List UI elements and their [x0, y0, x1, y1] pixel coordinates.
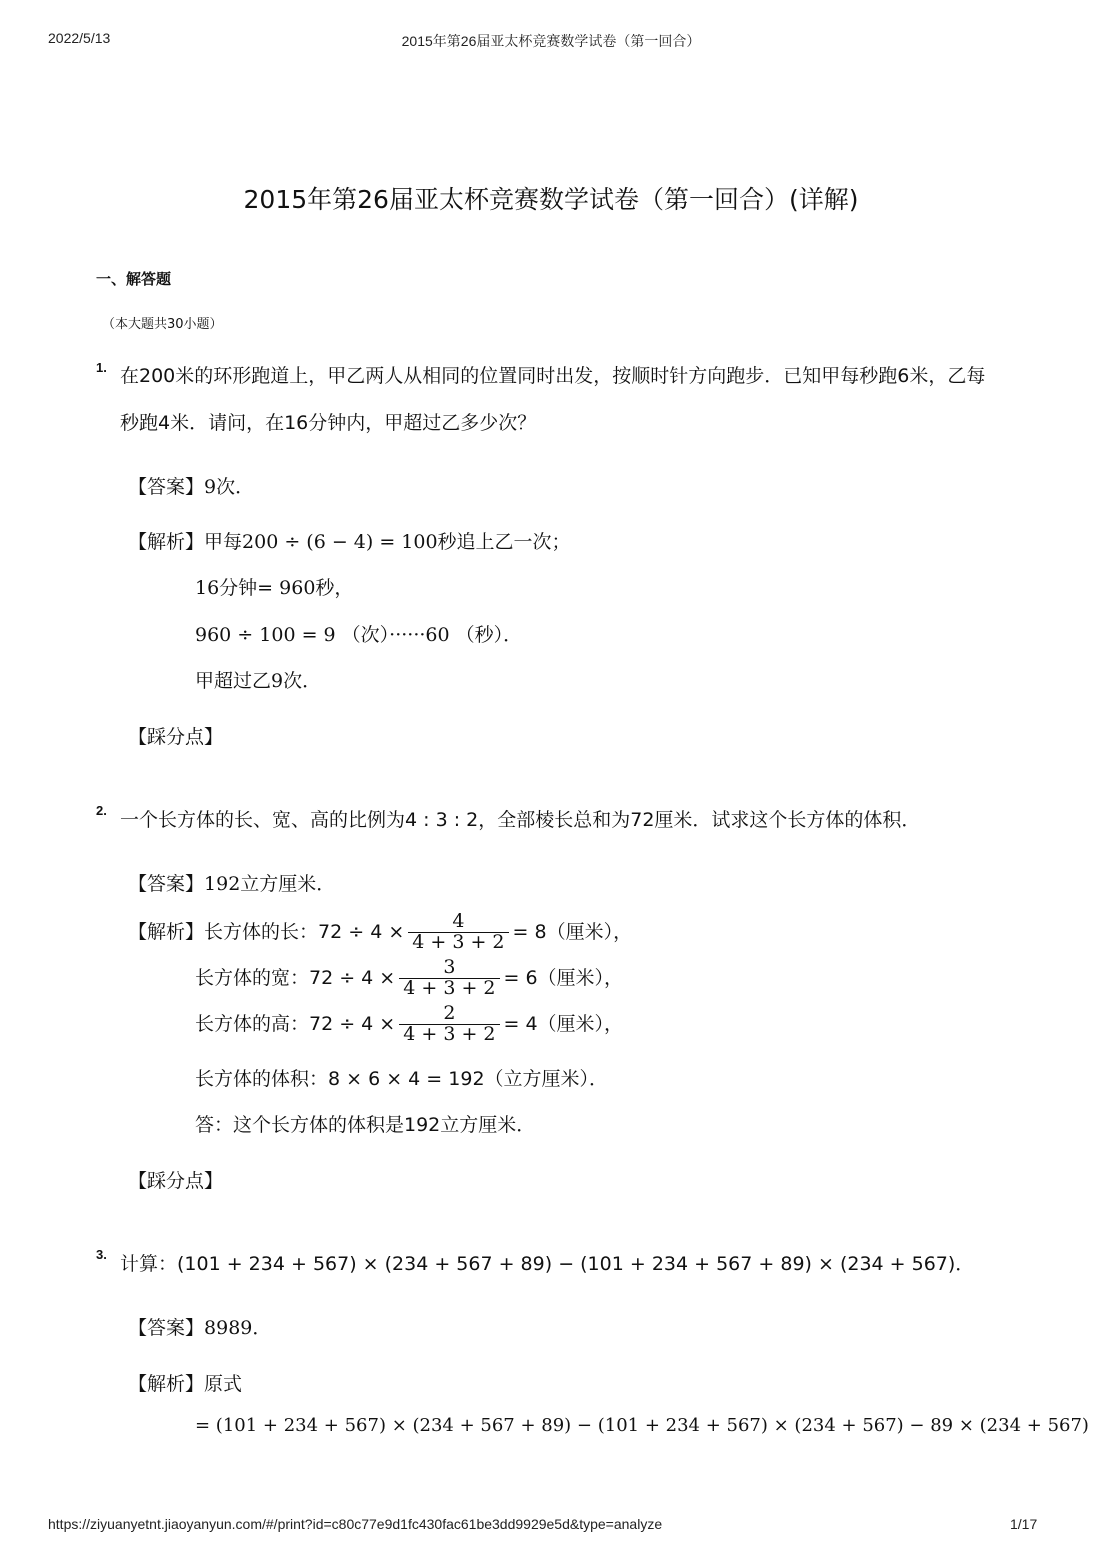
question-number: 3. [96, 1247, 107, 1262]
answer-label: 【答案】 [128, 1317, 205, 1339]
scoring-points-label: 【踩分点】 [128, 726, 224, 748]
analysis-row [128, 1369, 242, 1396]
page-url: https://ziyuanyetnt.jiaoyanyun.com/#/print?id=c80c77e9d1fc430fac61be3dd9929e5d&type=analyze [48, 1516, 663, 1532]
answer-label: 【答案】 [128, 873, 205, 895]
print-header-title: 2015年第26届亚太杯竞赛数学试卷（第一回合） [401, 33, 701, 49]
question-text-line: 一个长方体的长、宽、高的比例为4 : 3 : 2，全部棱长总和为72厘米．试求这个长方体的体积． [120, 809, 921, 831]
formula-prefix: 长方体的长：72 ÷ 4 × [204, 920, 405, 943]
question-count: （本大题共30小题） [102, 317, 223, 332]
analysis-line: 960 ÷ 100 = 9 （次）······60 （秒）． [195, 624, 523, 646]
formula-result: = 4（厘米）， [503, 1012, 624, 1035]
fraction-numerator: 2 [443, 1002, 456, 1024]
analysis-label: 【解析】 [128, 920, 205, 943]
formula-prefix: 长方体的宽：72 ÷ 4 × [195, 966, 396, 989]
analysis-line [195, 958, 623, 999]
analysis-label: 【解析】 [128, 1373, 205, 1395]
fraction-denominator: 4 + 3 + 2 [399, 1024, 499, 1045]
question-text-line: 秒跑4米．请问，在16分钟内，甲超过乙多少次？ [120, 412, 537, 434]
answer-row [128, 869, 335, 896]
answer-value: 8989． [204, 1317, 272, 1339]
fraction [408, 912, 508, 953]
page-number: 1/17 [1010, 1516, 1038, 1532]
analysis-line: 原式 [204, 1373, 243, 1395]
analysis-line: 长方体的体积：8 × 6 × 4 = 192（立方厘米）． [195, 1068, 609, 1090]
answer-row [128, 472, 254, 499]
question-number: 2. [96, 803, 107, 818]
answer-label: 【答案】 [128, 476, 205, 498]
fraction-numerator: 4 [452, 910, 465, 932]
answer-row [128, 1313, 271, 1340]
question-text-line: 计算：(101 + 234 + 567) × (234 + 567 + 89) − (101 + 234 + 567 + 89) × (234 + 567)． [120, 1253, 975, 1275]
scoring-points-label: 【踩分点】 [128, 1170, 224, 1192]
formula-result: = 6（厘米）， [503, 966, 624, 989]
analysis-line: 甲超过乙9次． [195, 670, 322, 692]
fraction-numerator: 3 [443, 956, 456, 978]
fraction [399, 958, 499, 999]
analysis-line: 16分钟= 960秒， [195, 577, 354, 599]
formula-prefix: 长方体的高：72 ÷ 4 × [195, 1012, 396, 1035]
formula-result: = 8（厘米）， [512, 920, 633, 943]
analysis-line: 甲每200 ÷ (6 − 4) = 100秒追上乙一次； [204, 531, 571, 553]
fraction-denominator: 4 + 3 + 2 [399, 978, 499, 999]
question-number: 1. [96, 360, 107, 375]
fraction [399, 1004, 499, 1045]
analysis-row [128, 912, 632, 953]
analysis-line: = (101 + 234 + 567) × (234 + 567 + 89) − (101 + 234 + 567) × (234 + 567) − 89 × (234 + 567) [195, 1415, 1089, 1436]
print-date: 2022/5/13 [48, 30, 111, 46]
question-text-line: 在200米的环形跑道上，甲乙两人从相同的位置同时出发，按顺时针方向跑步．已知甲每秒跑6米，乙每 [120, 365, 986, 387]
section-heading: 一、解答题 [96, 270, 172, 288]
analysis-row [128, 527, 571, 554]
answer-value: 192立方厘米． [204, 873, 336, 895]
answer-value: 9次． [204, 476, 255, 498]
fraction-denominator: 4 + 3 + 2 [408, 932, 508, 953]
analysis-label: 【解析】 [128, 531, 205, 553]
page-title: 2015年第26届亚太杯竞赛数学试卷（第一回合）(详解) [243, 185, 859, 214]
analysis-line [195, 1004, 623, 1045]
analysis-line: 答：这个长方体的体积是192立方厘米． [195, 1114, 536, 1136]
